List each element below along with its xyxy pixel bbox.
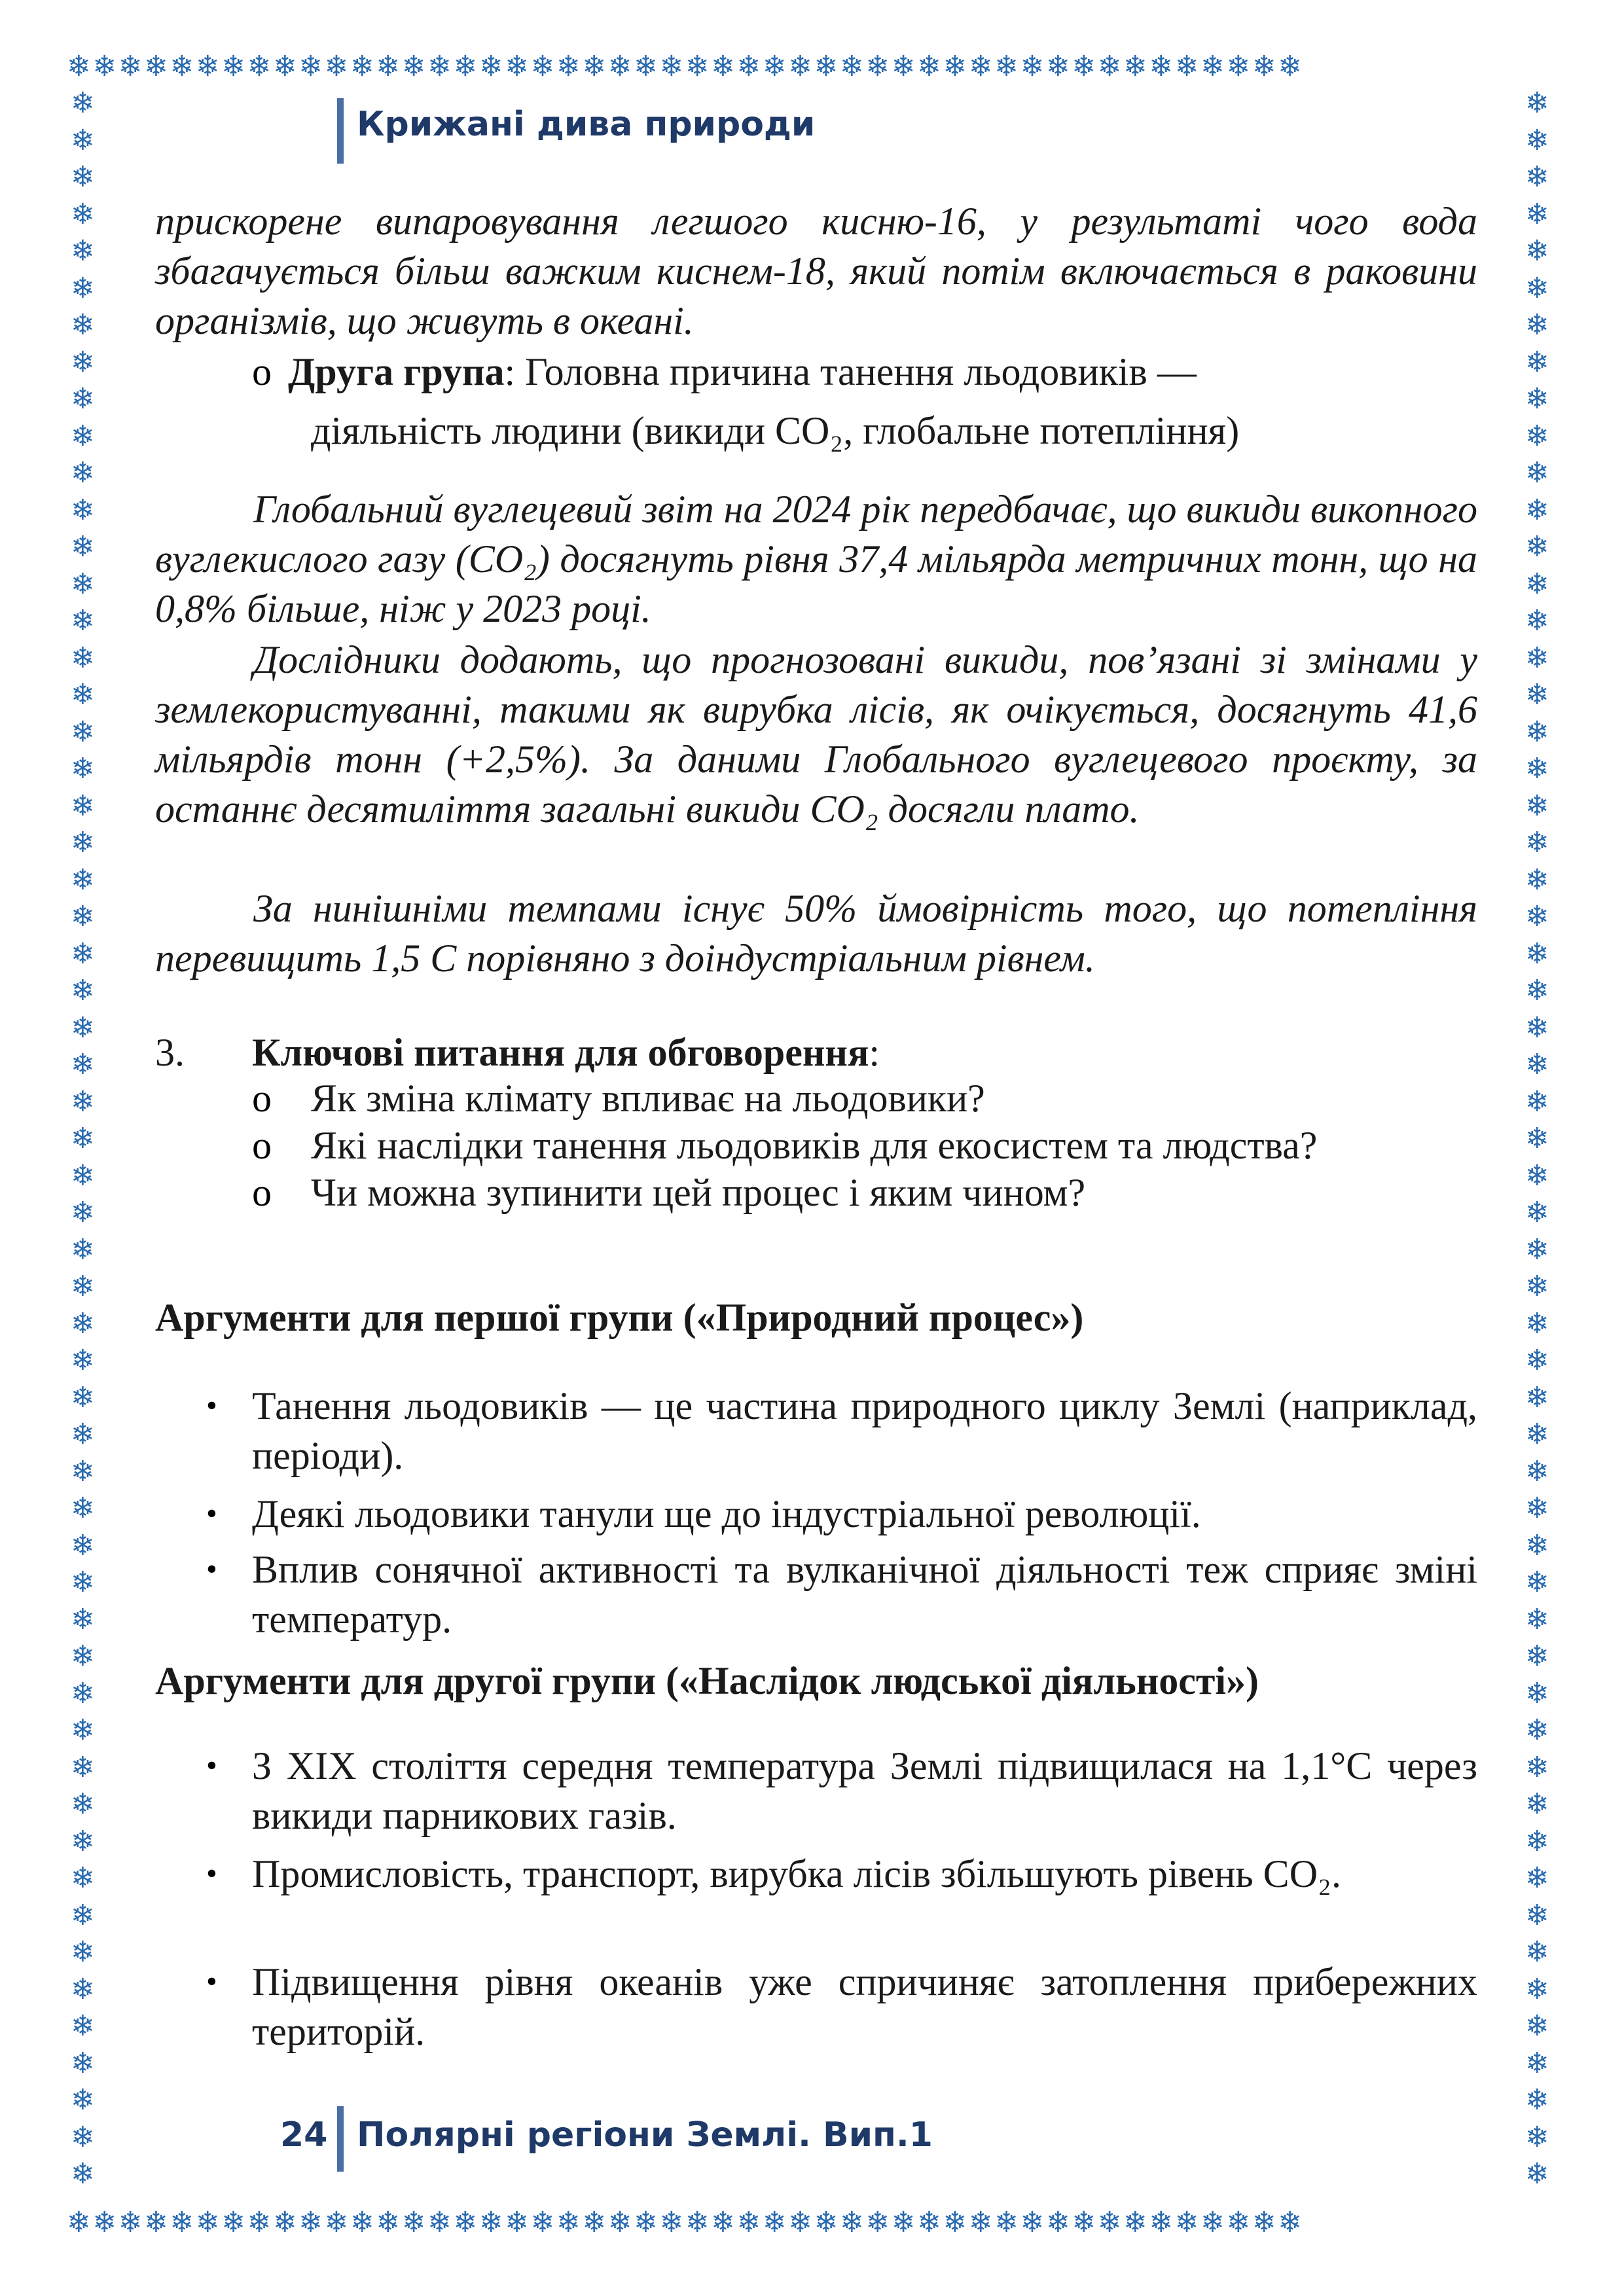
snowflake-border-top: ❄❄❄❄❄❄❄❄❄❄❄❄❄❄❄❄❄❄❄❄❄❄❄❄❄❄❄❄❄❄❄❄❄❄❄❄❄❄❄❄❄❄❄❄❄❄❄❄	[67, 52, 1304, 83]
paragraph-carbon-report: Глобальний вуглецевий звіт на 2024 рік передбачає, що викиди викопного вуглекислого газу (CO₂) досягнуть рівня 37,4 мільярда метричних тонн, що на 0,8% більше, ніж у 2023 році.	[155, 488, 1477, 630]
paragraph-land-use: Дослідники додають, що прогнозовані викиди, пов’язані зі змінами у землекористуванні, такими як вирубка лісів, як очікується, досягнуть 41,6 мільярдів тонн (+2,5%). За даними Глобального вуглецевого проєкту, за останнє десятиліття загальні викиди CO₂ досягли плато.	[155, 638, 1477, 831]
bullet-icon: •	[206, 1748, 217, 1783]
section-number: 3.	[155, 1031, 185, 1074]
second-group-line2: діяльність людини (викиди CO₂, глобальне потепління)	[311, 409, 1240, 452]
group1-argument: Вплив сонячної активності та вулканічної діяльності теж сприяє зміні температур.	[252, 1548, 1477, 1641]
bullet-icon: •	[206, 1964, 217, 1999]
list-marker: o	[252, 1124, 272, 1167]
section-title-text: Ключові питання для обговорення	[252, 1031, 869, 1074]
list-marker: o	[252, 1077, 272, 1120]
footer-accent-bar	[337, 2106, 344, 2172]
paragraph-warming-probability: За нинішніми темпами існує 50% ймовірність того, що потепління перевищить 1,5 С порівняно з доіндустріальним рівнем.	[155, 887, 1477, 980]
section-title: Ключові питання для обговорення:	[252, 1031, 880, 1074]
bullet-icon: •	[206, 1856, 217, 1891]
group2-argument: З XIX століття середня температура Землі підвищилася на 1,1°C через викиди парникових газів.	[252, 1744, 1477, 1837]
group1-heading: Аргументи для першої групи («Природний процес»)	[155, 1296, 1084, 1339]
snowflake-border-right: ❄❄❄❄❄❄❄❄❄❄❄❄❄❄❄❄❄❄❄❄❄❄❄❄❄❄❄❄❄❄❄❄❄❄❄❄❄❄❄❄❄❄❄❄❄❄❄❄❄❄❄❄❄❄❄❄❄	[1525, 86, 1549, 2191]
snowflake-border-left: ❄❄❄❄❄❄❄❄❄❄❄❄❄❄❄❄❄❄❄❄❄❄❄❄❄❄❄❄❄❄❄❄❄❄❄❄❄❄❄❄❄❄❄❄❄❄❄❄❄❄❄❄❄❄❄❄❄	[71, 86, 95, 2191]
intro-paragraph: прискорене випаровування легшого кисню-16, у результаті чого вода збагачується більш важким киснем-18, який потім включається в раковини організмів, що живуть в океані.	[155, 200, 1477, 342]
second-group-text: : Головна причина танення льодовиків —	[504, 350, 1197, 393]
bullet-icon: •	[206, 1496, 217, 1531]
question-item: Які наслідки танення льодовиків для екосистем та людства?	[311, 1124, 1318, 1167]
header-title: Крижані дива природи	[357, 105, 816, 144]
list-marker: o	[252, 1171, 272, 1214]
footer-title: Полярні регіони Землі. Вип.1	[357, 2115, 933, 2155]
header-accent-bar	[337, 98, 344, 164]
question-item: Як зміна клімату впливає на льодовики?	[311, 1077, 985, 1120]
snowflake-border-bottom: ❄❄❄❄❄❄❄❄❄❄❄❄❄❄❄❄❄❄❄❄❄❄❄❄❄❄❄❄❄❄❄❄❄❄❄❄❄❄❄❄❄❄❄❄❄❄❄❄	[67, 2208, 1304, 2239]
group1-argument: Танення льодовиків — це частина природного циклу Землі (наприклад, періоди).	[252, 1384, 1477, 1477]
group2-heading: Аргументи для другої групи («Наслідок людської діяльності»)	[155, 1659, 1259, 1702]
bullet-icon: •	[206, 1552, 217, 1587]
group2-argument: Підвищення рівня океанів уже спричиняє затоплення прибережних територій.	[252, 1960, 1477, 2053]
group1-argument: Деякі льодовики танули ще до індустріальної революції.	[252, 1492, 1201, 1535]
group2-argument: Промисловість, транспорт, вирубка лісів збільшують рівень CO₂.	[252, 1852, 1341, 1895]
page-number: 24	[280, 2115, 328, 2155]
bullet-icon: •	[206, 1388, 217, 1423]
second-group-line1	[288, 347, 1197, 397]
list-marker: o	[252, 350, 272, 393]
question-item: Чи можна зупинити цей процес і яким чином?	[311, 1171, 1086, 1214]
second-group-label: Друга група	[288, 350, 505, 393]
